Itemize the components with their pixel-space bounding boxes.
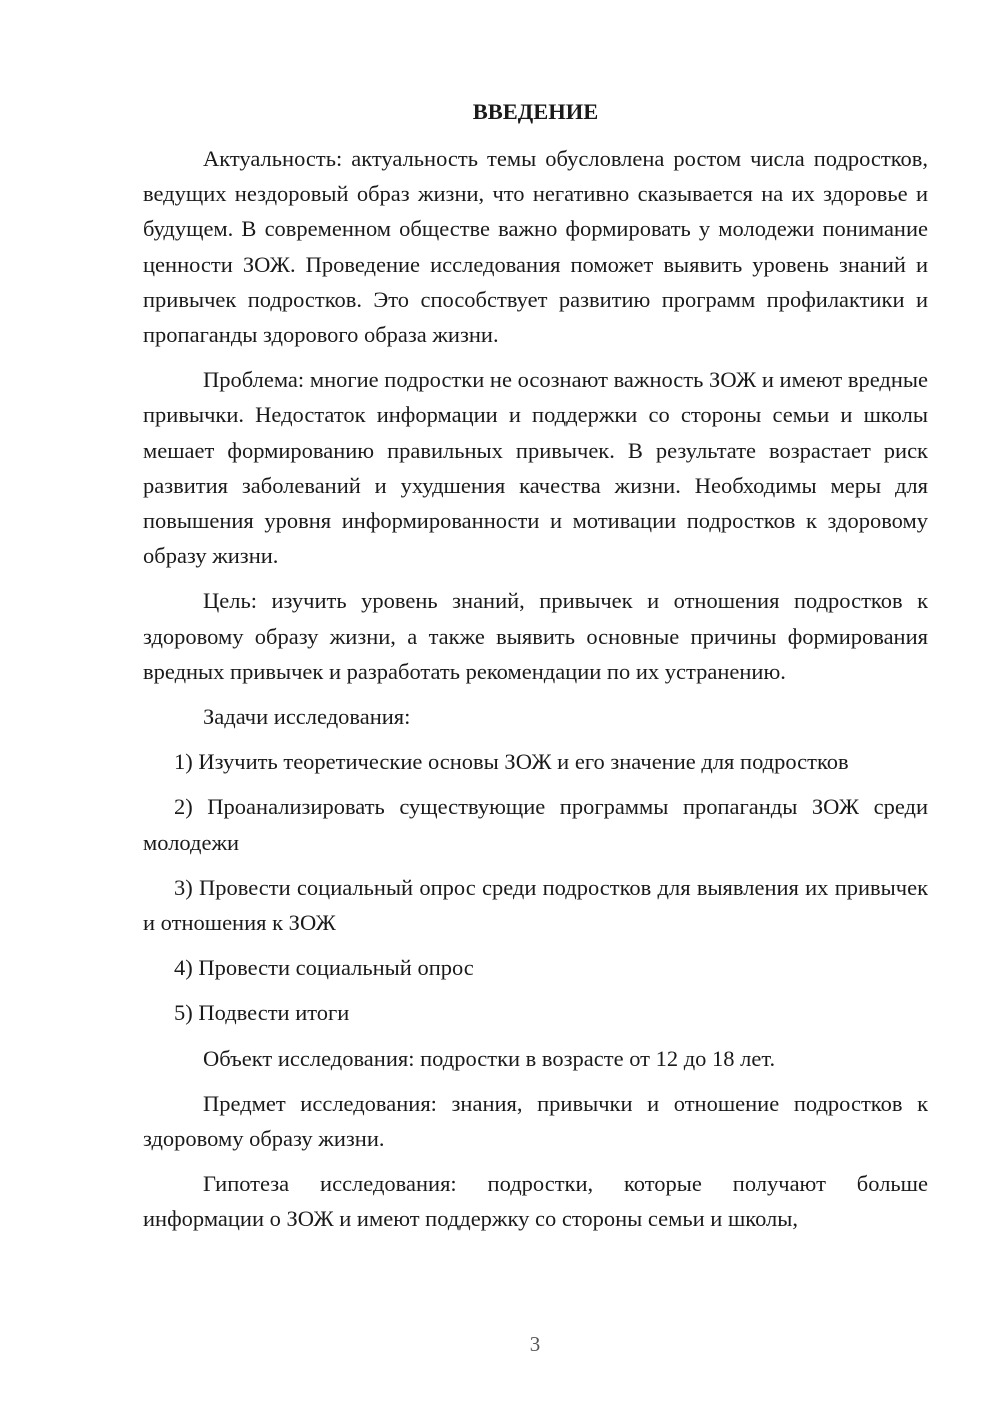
task-item-1: 1) Изучить теоретические основы ЗОЖ и его значение для подростков: [174, 749, 849, 775]
goal-paragraph: Цель: изучить уровень знаний, привычек и отношения подростков к здоровому образу жизни, а также выявить основные причины формирования вредных привычек и разработать рекомендации по их устранению.: [143, 588, 928, 684]
subject-paragraph: Предмет исследования: знания, привычки и отношение подростков к здоровому образу жизни.: [143, 1090, 928, 1152]
hypothesis-paragraph: Гипотеза исследования: подростки, которые получают больше информации о ЗОЖ и имеют поддержку со стороны семьи и школы,: [143, 1171, 928, 1232]
page-title: ВВЕДЕНИЕ: [472, 99, 599, 124]
page-number: 3: [529, 1332, 541, 1356]
object-paragraph: Объект исследования: подростки в возрасте от 12 до 18 лет.: [203, 1045, 776, 1071]
relevance-paragraph: Актуальность: актуальность темы обусловлена ростом числа подростков, ведущих нездоровый образ жизни, что негативно сказывается на их здоровье и будущем. В современном обществе важно формировать у молодежи понимание ценности ЗОЖ. Проведение исследования поможет выявить уровень знаний и привычек подростков. Это способствует развитию программ профилактики и пропаганды здорового образа жизни.: [143, 146, 928, 348]
task-item-2: 2) Проанализировать существующие программы пропаганды ЗОЖ среди молодежи: [143, 794, 928, 855]
task-item-5: 5) Подвести итоги: [174, 1000, 350, 1026]
task-item-4: 4) Провести социальный опрос: [174, 955, 474, 981]
tasks-heading: Задачи исследования:: [203, 704, 411, 730]
problem-paragraph: Проблема: многие подростки не осознают важность ЗОЖ и имеют вредные привычки. Недостаток информации и поддержки со стороны семьи и школы мешает формированию правильных привычек. В результате возрастает риск развития заболеваний и ухудшения качества жизни. Необходимы меры для повышения уровня информированности и мотивации подростков к здоровому образу жизни.: [143, 367, 928, 569]
page-content: [143, 94, 928, 1247]
task-item-3: 3) Провести социальный опрос среди подростков для выявления их привычек и отношения к ЗОЖ: [143, 874, 928, 936]
